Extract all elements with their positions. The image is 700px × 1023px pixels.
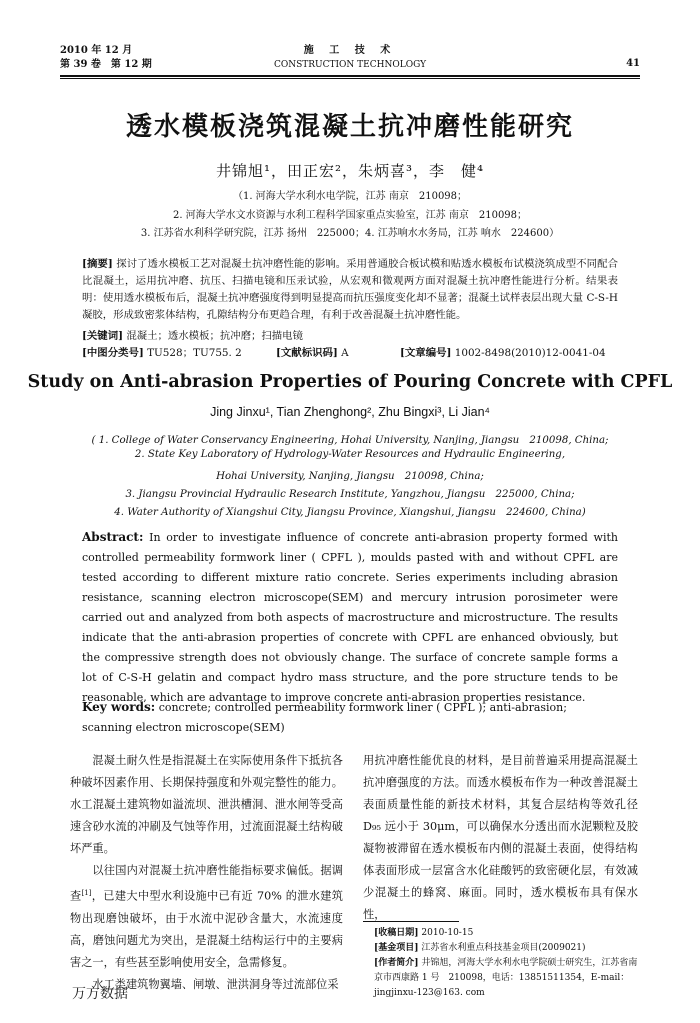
issue-volume: 第 39 卷 第 12 期 [60,59,152,70]
running-header [60,44,640,78]
classification-number-value: TU528；TU755. 2 [147,347,242,359]
keywords-cn [82,328,618,345]
classification-number [82,345,242,362]
affiliation-en-3: Hohai University, Nanjing, Jiangsu 210098, China; [216,471,484,482]
citation-ref[interactable]: [1] [81,889,92,897]
keywords-cn-label: [关键词] [82,330,124,342]
keywords-en-text: concrete; controlled permeability formwork liner ( CPFL ); anti-abrasion; scanning electron microscope(SEM) [82,701,567,734]
footnote-author-label: [作者简介] [374,958,419,968]
article-number-label: [文章编号] [400,347,452,359]
body-paragraph [70,860,343,974]
affiliation-en-4: 3. Jiangsu Provincial Hydraulic Research Institute, Yangzhou, Jiangsu 225000, China; [125,489,575,500]
body-paragraph: 水工类建筑物翼墙、闸墩、泄洪洞身等过流部位采 [92,977,339,991]
document-code [276,345,349,362]
footnote-received-label: [收稿日期] [374,928,419,938]
affiliation-en-2: 2. State Key Laboratory of Hydrology-Water Resources and Hydraulic Engineering, [134,449,566,460]
footnote-author [374,956,638,1001]
affiliation-cn-3: 3. 江苏省水利科学研究院，江苏 扬州 225000；4. 江苏响水水务局，江苏 响水 224600） [140,228,560,239]
affiliation-cn-1: （1. 河海大学水利水电学院，江苏 南京 210098； [232,191,468,202]
page-number: 41 [626,58,640,69]
footnote-fund [374,941,638,956]
affiliation-en-1: ( 1. College of Water Conservancy Engineering, Hohai University, Nanjing, Jiangsu 210098, China; [91,435,609,446]
body-paragraph: 混凝土耐久性是指混凝土在实际使用条件下抵抗各种破坏因素作用、长期保持强度和外观完整性的能力。水工混凝土建筑物如溢流坝、泄洪槽洞、泄水闸等受高速含砂水流的冲刷及气蚀等作用，过流面混凝土结构破坏严重。 [70,754,343,855]
footnote-received [374,926,638,941]
article-number-value: 1002-8498(2010)12-0041-04 [454,347,606,359]
keywords-cn-text: 混凝土；透水模板；抗冲磨；扫描电镜 [126,330,303,342]
article-number [400,345,606,362]
body-text: 以往国内对混凝土抗冲磨性能指标要求偏低。据调查 [70,864,343,903]
classification-number-label: [中图分类号] [82,347,144,359]
body-text: ，已建大中型水利设施中已有近 70% 的泄水建筑物出现磨蚀破坏，由于水流中泥砂含量大，水流速度高，磨蚀问题尤为突出，是混凝土结构运行中的主要病害之一，有些甚至影响使用安全，急需修复。 [70,889,343,969]
paper-title-en: Study on Anti-abrasion Properties of Pouring Concrete with CPFL [27,372,673,392]
footnote-fund-value: 江苏省水利重点科技基金项目(2009021) [421,943,586,953]
header-rule [60,75,640,77]
authors-en: Jing Jinxu¹, Tian Zhenghong², Zhu Bingxi³, Li Jian⁴ [210,405,490,419]
journal-name-cn: 施 工 技 术 [303,45,397,56]
abstract-en-label: Abstract: [82,530,144,544]
affiliation-en-5: 4. Water Authority of Xiangshui City, Jiangsu Province, Xiangshui, Jiangsu 224600, China) [114,507,586,518]
body-column-left [70,750,343,996]
body-paragraph: 用抗冲磨性能优良的材料，是目前普遍采用提高混凝土抗冲磨强度的方法。而透水模板布作为一种改善混凝土表面质量性能的新技术材料，其复合层结构等效孔径 D₉₅ 远小于 30μm，可以确保水分透出而水泥颗粒及胶凝物被滞留在透水模板布内侧的混凝土表面，使得结构体表面形成一层富含水化硅酸钙的致密硬化层，有效减少混凝土的蜂窝、麻面。同时，透水模板布具有保水性， [363,754,638,921]
authors-cn: 井锦旭¹，田正宏²，朱炳喜³，李 健⁴ [215,162,485,180]
keywords-en [82,697,618,738]
footnote-author-value: 井锦旭，河海大学水利水电学院硕士研究生，江苏省南京市西康路 1 号 210098，电话：13851511354，E-mail：jingjinxu-123@163. com [374,958,638,998]
header-rule-thin [60,78,640,79]
body-column-right [363,750,638,926]
paper-title-cn: 透水模板浇筑混凝土抗冲磨性能研究 [125,112,574,142]
footnote-rule [363,921,459,922]
abstract-cn-text: 探讨了透水模板工艺对混凝土抗冲磨性能的影响。采用普通胶合板试模和贴透水模板布试模浇筑成型不同配合比混凝土，运用抗冲磨、抗压、扫描电镜和压汞试验，从宏观和微观两方面对混凝土抗冲磨性能进行分析。结果表明：使用透水模板布后，混凝土抗冲磨强度得到明显提高而抗压强度变化却不显著；混凝土试样表层出现大量 C-S-H 凝胶，形成致密浆体结构，孔隙结构分布更趋合理，有利于改善混凝土抗冲磨性能。 [82,258,618,321]
abstract-cn [82,256,618,324]
issue-date: 2010 年 12 月 [60,45,133,56]
watermark: 万方数据 [72,986,128,1002]
abstract-en-text: In order to investigate influence of concrete anti-abrasion property formed with controlled permeability formwork liner ( CPFL ), moulds pasted with and without CPFL are tested according to different mixture ratio concrete. Series experiments including abrasion resistance, scanning electron microscope(SEM) and mercury intrusion porosimeter were carried out and analyzed from both aspects of macrostructure and microstructure. The results indicate that the anti-abrasion properties of concrete with CPFL are enhanced obviously, but the compressive strength does not obviously change. The surface of concrete sample forms a lot of C-S-H gelatin and compact hydro mass structure, and the pore structure tends to be reasonable, which are advantage to improve concrete anti-abrasion properties resistance. [82,531,618,704]
document-code-label: [文献标识码] [276,347,338,359]
keywords-en-label: Key words: [82,700,156,714]
abstract-en [82,527,618,708]
footnote [374,926,638,1001]
footnote-fund-label: [基金项目] [374,943,419,953]
abstract-cn-label: [摘要] [82,258,113,270]
journal-name [60,44,640,72]
document-code-value: A [341,347,349,359]
footnote-received-value: 2010-10-15 [421,928,474,938]
journal-name-en: CONSTRUCTION TECHNOLOGY [273,60,427,70]
affiliation-cn-2: 2. 河海大学水文水资源与水利工程科学国家重点实验室，江苏 南京 210098； [172,210,528,221]
